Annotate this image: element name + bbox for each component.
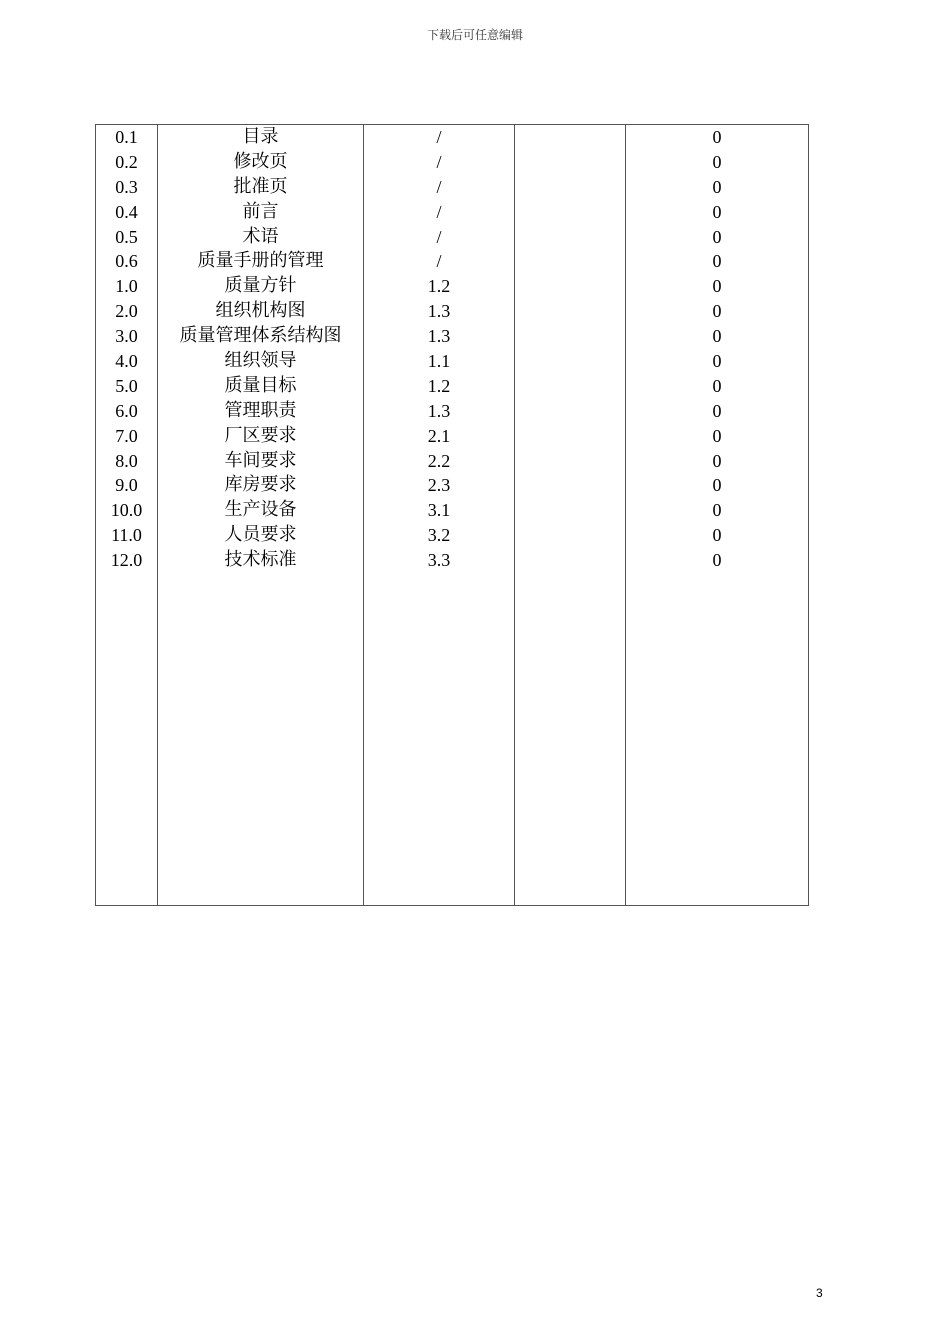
revision-value: 0 xyxy=(712,301,722,322)
revision-value: 0 xyxy=(712,450,722,471)
section-number: 4.0 xyxy=(115,351,138,372)
section-title: 术语 xyxy=(242,225,279,247)
clause-ref: 3.1 xyxy=(427,500,451,521)
section-number: 0.4 xyxy=(115,201,138,222)
revision-value: 0 xyxy=(712,351,722,372)
section-title: 厂区要求 xyxy=(224,424,297,446)
page-header: 下载后可任意编辑 xyxy=(426,28,523,42)
revision-value: 0 xyxy=(712,400,722,421)
section-number: 12.0 xyxy=(110,550,143,571)
clause-ref: 1.2 xyxy=(427,375,451,396)
section-number: 6.0 xyxy=(115,400,138,421)
revision-value: 0 xyxy=(712,276,722,297)
blank-cell xyxy=(515,449,625,474)
contents-table xyxy=(95,124,809,906)
revision-value: 0 xyxy=(712,550,722,571)
blank-cell xyxy=(515,274,625,299)
blank-cell xyxy=(515,374,625,399)
clause-ref: / xyxy=(436,201,442,222)
blank-cell xyxy=(515,249,625,274)
blank-cell xyxy=(515,548,625,573)
revision-value: 0 xyxy=(712,525,722,546)
revision-value: 0 xyxy=(712,201,722,222)
clause-ref: 3.3 xyxy=(427,550,451,571)
section-title: 管理职责 xyxy=(224,399,297,421)
section-number: 0.2 xyxy=(115,151,138,172)
revision-value: 0 xyxy=(712,251,722,272)
clause-ref: 2.3 xyxy=(427,475,451,496)
section-title: 技术标准 xyxy=(224,549,297,571)
revision-value: 0 xyxy=(712,425,722,446)
section-number: 9.0 xyxy=(115,475,138,496)
blank-cell xyxy=(515,150,625,175)
clause-ref: 1.2 xyxy=(427,276,451,297)
revision-value: 0 xyxy=(712,226,722,247)
blank-cell xyxy=(515,175,625,200)
revision-value: 0 xyxy=(712,326,722,347)
revision-value: 0 xyxy=(712,176,722,197)
blank-column xyxy=(515,125,626,906)
section-number: 7.0 xyxy=(115,425,138,446)
revision-value: 0 xyxy=(712,127,722,147)
clause-ref: / xyxy=(436,127,442,147)
clause-ref: 1.3 xyxy=(427,301,451,322)
clause-ref: 1.3 xyxy=(427,400,451,421)
section-number: 0.1 xyxy=(115,127,138,147)
section-number: 11.0 xyxy=(111,525,142,546)
blank-cell xyxy=(515,349,625,374)
clause-ref: 1.3 xyxy=(427,326,451,347)
section-title: 批准页 xyxy=(233,175,288,197)
section-title: 质量手册的管理 xyxy=(197,250,324,272)
section-title: 生产设备 xyxy=(224,499,297,521)
revision-value: 0 xyxy=(712,375,722,396)
clause-ref: / xyxy=(436,176,442,197)
section-number: 10.0 xyxy=(110,500,143,521)
clause-ref: 2.1 xyxy=(427,425,451,446)
blank-cell xyxy=(515,473,625,498)
page-number: 3 xyxy=(816,1286,823,1300)
blank-cell xyxy=(515,200,625,225)
blank-cell xyxy=(515,498,625,523)
section-number: 8.0 xyxy=(115,450,138,471)
section-number: 1.0 xyxy=(115,276,138,297)
clause-ref: 1.1 xyxy=(427,351,451,372)
section-title: 前言 xyxy=(242,200,279,222)
blank-cell xyxy=(515,299,625,324)
section-title: 质量方针 xyxy=(224,275,297,297)
section-title: 修改页 xyxy=(233,150,288,172)
blank-cell xyxy=(515,125,625,150)
section-number: 0.6 xyxy=(115,251,138,272)
section-title: 组织领导 xyxy=(224,350,297,372)
clause-ref: / xyxy=(436,251,442,272)
clause-column xyxy=(364,125,515,906)
blank-cell xyxy=(515,225,625,250)
revision-column xyxy=(626,125,809,906)
section-number-column xyxy=(96,125,158,906)
section-title: 组织机构图 xyxy=(215,300,306,322)
blank-cell xyxy=(515,399,625,424)
clause-ref: 3.2 xyxy=(427,525,451,546)
section-title: 库房要求 xyxy=(224,474,297,496)
section-number: 0.3 xyxy=(115,176,138,197)
section-number: 0.5 xyxy=(115,226,138,247)
revision-value: 0 xyxy=(712,500,722,521)
blank-cell xyxy=(515,424,625,449)
table-row xyxy=(96,125,809,906)
clause-ref: / xyxy=(436,226,442,247)
clause-ref: 2.2 xyxy=(427,450,451,471)
section-number: 5.0 xyxy=(115,375,138,396)
clause-ref: / xyxy=(436,151,442,172)
revision-value: 0 xyxy=(712,475,722,496)
section-number: 2.0 xyxy=(115,301,138,322)
section-title: 质量管理体系结构图 xyxy=(179,325,342,347)
blank-cell xyxy=(515,324,625,349)
section-number: 3.0 xyxy=(115,326,138,347)
section-title: 质量目标 xyxy=(224,374,297,396)
section-title: 车间要求 xyxy=(224,449,297,471)
section-title: 人员要求 xyxy=(224,524,297,546)
section-title-column xyxy=(158,125,364,906)
section-title: 目录 xyxy=(242,126,279,147)
revision-value: 0 xyxy=(712,151,722,172)
blank-cell xyxy=(515,523,625,548)
